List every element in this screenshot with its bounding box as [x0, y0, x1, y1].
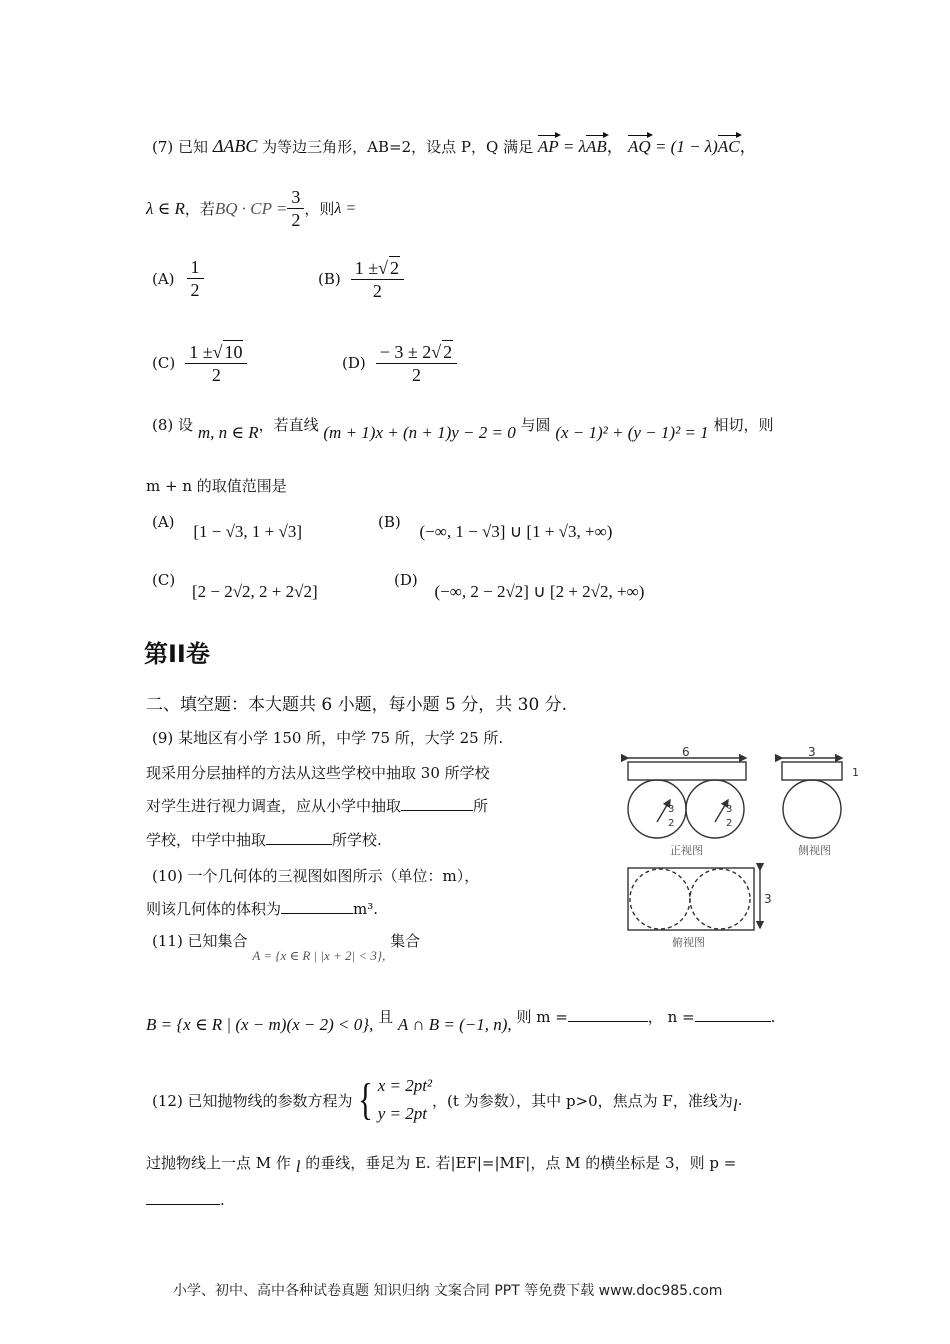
footer-text: 小学、初中、高中各种试卷真题 知识归纳 文案合同 PPT 等免费下载 www.doc985.com: [173, 1283, 723, 1299]
q11-line1: (11) 已知集合 A = {x ∈ R | |x + 2| < 3}, 集合: [152, 932, 421, 963]
q11-line2: B = {x ∈ R | (x − m)(x − 2) < 0}, 且 A ∩ B = (−1, n), 则 m = ， n = .: [146, 1008, 776, 1034]
top-view-label: 俯视图: [672, 936, 705, 949]
q7-text: 为等边三角形，AB=2，设点 P，Q 满足: [262, 138, 534, 156]
answer-blank: [146, 1190, 220, 1205]
q7-fraction: $\frac{3}{2}$: [287, 186, 304, 231]
side-view: [782, 758, 842, 838]
side-view-label: 侧视图: [798, 844, 831, 857]
answer-blank: [568, 1007, 648, 1022]
q8-option-b: (B) (−∞, 1 − √3] ∪ [1 + √3, +∞): [378, 513, 613, 541]
q9-line3: 对学生进行视力调查，应从小学中抽取 所: [146, 797, 489, 815]
radius-label-den: 2: [726, 818, 733, 829]
q7-number: (7): [152, 138, 174, 156]
top-view: [628, 868, 760, 930]
answer-blank: [281, 899, 353, 914]
q8-line1: (8) 设 m, n ∈ R，若直线 (m + 1)x + (n + 1)y − 2 = 0 与圆 (x − 1)² + (y − 1)² = 1 相切，则: [152, 416, 774, 442]
q12-eq-y: y = 2pt: [377, 1104, 427, 1123]
q7-line1: (7) 已知 ΔABC 为等边三角形，AB=2，设点 P，Q 满足 AP = λAB， AQ = (1 − λ)AC，: [152, 136, 757, 156]
q12-eq-x: x = 2pt²: [377, 1076, 433, 1095]
answer-blank: [401, 796, 473, 811]
q7-text: 已知: [178, 138, 209, 156]
q7-vector-ap: AP: [537, 137, 559, 156]
q7-option-d: (D) $\frac{- 3 \pm 2√ 2}{2}$: [342, 340, 457, 386]
q8-option-a: (A) [1 − √3, 1 + √3]: [152, 513, 302, 541]
q7-triangle: ΔABC: [212, 136, 258, 156]
q8-option-c: (C) [2 − 2√2, 2 + 2√2]: [152, 571, 318, 601]
section-subtitle: 二、填空题：本大题共 6 小题，每小题 5 分，共 30 分.: [146, 695, 568, 715]
q8-line2: m + n 的取值范围是: [146, 477, 287, 495]
side-height-label: 1: [852, 766, 859, 779]
q7-line2: λ ∈ R ，若 BQ · CP = $\frac{3}{2}$ ，则 λ =: [146, 187, 357, 230]
q7-vector-aq: AQ: [628, 137, 651, 156]
q8-option-d: (D) (−∞, 2 − 2√2] ∪ [2 + 2√2, +∞): [394, 571, 645, 601]
q7-option-a: (A) $\frac{1}{2}$: [152, 256, 204, 301]
q7-dot-product: BQ · CP =: [214, 198, 288, 218]
q7-option-c: (C) $\frac{1 \pm√ 10}{2}$: [152, 340, 247, 386]
radius-label-num: 3: [726, 804, 733, 815]
q7-vector-ac: AC: [717, 137, 740, 156]
q7-option-b: (B) $\frac{1 \pm√ 2}{2}$: [318, 256, 404, 302]
radius-label-num: 3: [668, 804, 675, 815]
q12-line2: 过抛物线上一点 M 作 l 的垂线，垂足为 E. 若|EF|=|MF|，点 M 的横坐标是 3，则 p =: [146, 1154, 737, 1176]
q12-line3: .: [146, 1190, 225, 1209]
q9-line1: (9) 某地区有小学 150 所，中学 75 所，大学 25 所.: [152, 729, 504, 747]
q7-vector-ab: AB: [585, 137, 607, 156]
q12-line1: (12) 已知抛物线的参数方程为 { x = 2pt² y = 2pt ，(t 为参数），其中 p>0，焦点为 F，准线为 l .: [152, 1072, 742, 1128]
front-width-label: 6: [682, 745, 690, 759]
radius-label-den: 2: [668, 818, 675, 829]
front-view-label: 正视图: [670, 844, 703, 857]
q9-line4: 学校，中学中抽取 所学校.: [146, 831, 382, 849]
three-view-figure: [620, 742, 860, 952]
top-height-label: 3: [764, 892, 772, 906]
q9-line2: 现采用分层抽样的方法从这些学校中抽取 30 所学校: [146, 764, 490, 782]
q10-line1: (10) 一个几何体的三视图如图所示（单位：m），: [152, 867, 480, 885]
side-width-label: 3: [808, 745, 816, 759]
q10-line2: 则该几何体的体积为 m³.: [146, 900, 379, 918]
answer-blank: [695, 1007, 771, 1022]
answer-blank: [266, 830, 332, 845]
section-title: 第II卷: [144, 640, 210, 668]
